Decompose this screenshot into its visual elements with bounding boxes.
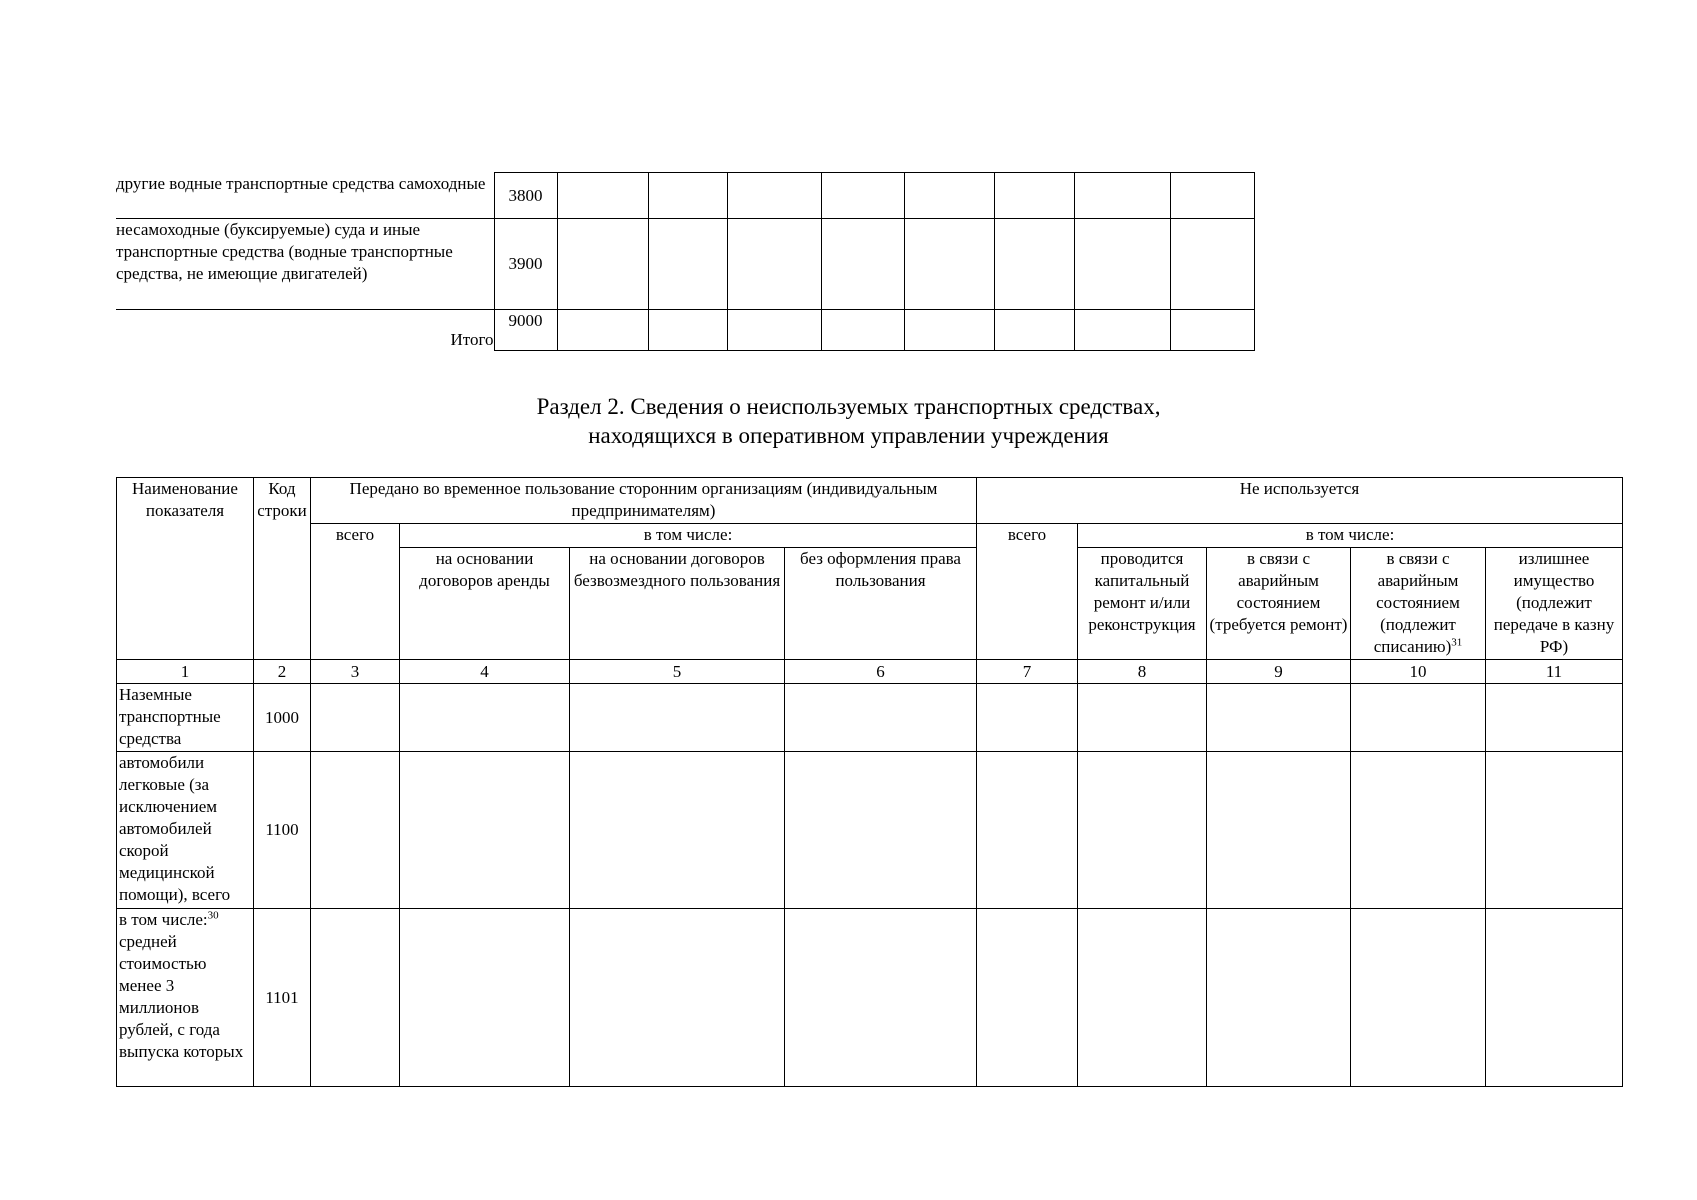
data-cell[interactable] xyxy=(727,219,821,310)
header-no-rights: без оформления права пользования xyxy=(785,548,977,660)
data-cell[interactable] xyxy=(1207,684,1351,752)
header-code: Код строки xyxy=(254,478,311,660)
header-repair: проводится капитальный ремонт и/или реконструкция xyxy=(1078,548,1207,660)
total-label: Итого xyxy=(450,329,494,349)
data-cell[interactable] xyxy=(557,173,648,219)
header-free-use: на основании договоров безвозмездного пользования xyxy=(570,548,785,660)
section-title-line-2: находящихся в оперативном управлении учреждения xyxy=(588,423,1109,448)
data-cell[interactable] xyxy=(904,219,994,310)
data-cell[interactable] xyxy=(648,173,727,219)
data-cell[interactable] xyxy=(1078,684,1207,752)
data-cell[interactable] xyxy=(311,684,400,752)
data-cell[interactable] xyxy=(727,310,821,351)
data-cell[interactable] xyxy=(1170,310,1254,351)
header-including-not-used: в том числе: xyxy=(1078,524,1623,548)
data-cell[interactable] xyxy=(904,310,994,351)
table-row xyxy=(117,752,1623,909)
data-cell[interactable] xyxy=(1078,752,1207,909)
column-number: 3 xyxy=(311,660,400,684)
data-cell[interactable] xyxy=(821,310,904,351)
data-cell[interactable] xyxy=(785,752,977,909)
row-code: 3800 xyxy=(494,173,557,219)
header-emergency-repair: в связи с аварийным состоянием (требуется ремонт) xyxy=(1207,548,1351,660)
data-cell[interactable] xyxy=(977,684,1078,752)
data-cell[interactable] xyxy=(1351,684,1486,752)
data-cell[interactable] xyxy=(1207,909,1351,1087)
header-name: Наименование показателя xyxy=(117,478,254,660)
data-cell[interactable] xyxy=(1074,173,1170,219)
row-code: 1101 xyxy=(254,909,311,1087)
header-including-transferred: в том числе: xyxy=(400,524,977,548)
unused-vehicles-table xyxy=(116,477,1623,1087)
data-cell[interactable] xyxy=(977,909,1078,1087)
row-code: 3900 xyxy=(494,219,557,310)
header-emergency-writeoff xyxy=(1351,548,1486,660)
row-name: Наземные транспортные средства xyxy=(117,684,254,752)
column-number: 2 xyxy=(254,660,311,684)
total-code: 9000 xyxy=(494,310,557,351)
section-title-line-1: Раздел 2. Сведения о неиспользуемых транспортных средствах, xyxy=(536,394,1161,419)
data-cell[interactable] xyxy=(1486,752,1623,909)
data-cell[interactable] xyxy=(904,173,994,219)
data-cell[interactable] xyxy=(821,173,904,219)
header-emergency-writeoff-text: в связи с аварийным состоянием (подлежит списанию) xyxy=(1373,549,1460,656)
row-code: 1000 xyxy=(254,684,311,752)
table-row xyxy=(117,909,1623,1087)
table-row xyxy=(116,173,1254,219)
data-cell[interactable] xyxy=(821,219,904,310)
data-cell[interactable] xyxy=(1078,909,1207,1087)
data-cell[interactable] xyxy=(1170,219,1254,310)
data-cell[interactable] xyxy=(727,173,821,219)
footnote-31: 31 xyxy=(1451,636,1463,649)
data-cell[interactable] xyxy=(1074,219,1170,310)
header-row xyxy=(117,524,1623,548)
table-row xyxy=(116,219,1254,310)
row-name-prefix: в том числе: xyxy=(119,910,208,929)
data-cell[interactable] xyxy=(977,752,1078,909)
data-cell[interactable] xyxy=(1486,909,1623,1087)
row-name-text: средней стоимостью менее 3 миллионов рублей, с года выпуска которых xyxy=(119,932,244,1061)
column-number: 11 xyxy=(1486,660,1623,684)
data-cell[interactable] xyxy=(400,909,570,1087)
header-row xyxy=(117,478,1623,524)
data-cell[interactable] xyxy=(557,219,648,310)
column-number: 5 xyxy=(570,660,785,684)
column-number: 6 xyxy=(785,660,977,684)
data-cell[interactable] xyxy=(1170,173,1254,219)
data-cell[interactable] xyxy=(1486,684,1623,752)
data-cell[interactable] xyxy=(785,909,977,1087)
column-number: 7 xyxy=(977,660,1078,684)
header-surplus: излишнее имущество (подлежит передаче в казну РФ) xyxy=(1486,548,1623,660)
data-cell[interactable] xyxy=(400,684,570,752)
data-cell[interactable] xyxy=(648,310,727,351)
header-lease: на основании договоров аренды xyxy=(400,548,570,660)
data-cell[interactable] xyxy=(994,173,1074,219)
data-cell[interactable] xyxy=(994,219,1074,310)
footnote-30: 30 xyxy=(207,909,219,922)
data-cell[interactable] xyxy=(311,909,400,1087)
data-cell[interactable] xyxy=(785,684,977,752)
data-cell[interactable] xyxy=(557,310,648,351)
header-not-used: Не используется xyxy=(977,478,1623,524)
row-name: автомобили легковые (за исключением автомобилей скорой медицинской помощи), всего xyxy=(117,752,254,909)
data-cell[interactable] xyxy=(648,219,727,310)
row-code: 1100 xyxy=(254,752,311,909)
data-cell[interactable] xyxy=(994,310,1074,351)
row-name: другие водные транспортные средства самоходные xyxy=(116,173,494,219)
column-number: 1 xyxy=(117,660,254,684)
total-row xyxy=(116,310,1254,351)
data-cell[interactable] xyxy=(570,684,785,752)
table-row xyxy=(117,684,1623,752)
continuation-table xyxy=(116,172,1255,351)
column-number: 4 xyxy=(400,660,570,684)
section-title xyxy=(0,392,1697,450)
column-number: 10 xyxy=(1351,660,1486,684)
column-number-row xyxy=(117,660,1623,684)
data-cell[interactable] xyxy=(1074,310,1170,351)
column-number: 8 xyxy=(1078,660,1207,684)
data-cell[interactable] xyxy=(1351,909,1486,1087)
data-cell[interactable] xyxy=(570,909,785,1087)
row-name: несамоходные (буксируемые) суда и иные транспортные средства (водные транспортные средства, не имеющие двигателей) xyxy=(116,219,494,310)
data-cell[interactable] xyxy=(570,752,785,909)
data-cell[interactable] xyxy=(311,752,400,909)
row-name xyxy=(117,909,254,1087)
header-total-transferred: всего xyxy=(311,524,400,660)
header-total-not-used: всего xyxy=(977,524,1078,660)
data-cell[interactable] xyxy=(1207,752,1351,909)
data-cell[interactable] xyxy=(1351,752,1486,909)
header-transferred: Передано во временное пользование сторонним организациям (индивидуальным предпринимателям) xyxy=(311,478,977,524)
column-number: 9 xyxy=(1207,660,1351,684)
data-cell[interactable] xyxy=(400,752,570,909)
